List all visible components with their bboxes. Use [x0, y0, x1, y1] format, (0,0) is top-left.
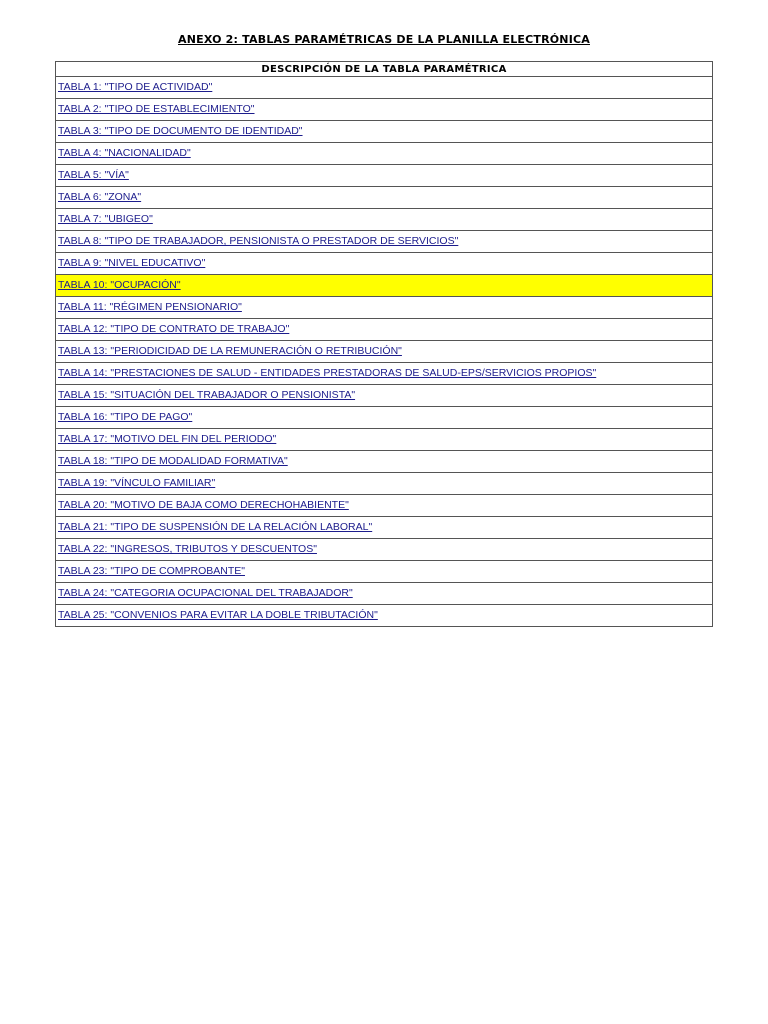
table-cell: [56, 605, 713, 627]
table-cell: [56, 473, 713, 495]
table-link-12[interactable]: TABLA 12: "TIPO DE CONTRATO DE TRABAJO": [58, 323, 290, 335]
table-cell: [56, 517, 713, 539]
table-link-14[interactable]: TABLA 14: "PRESTACIONES DE SALUD - ENTIDADES PRESTADORAS DE SALUD-EPS/SERVICIOS PROPIOS": [58, 367, 597, 379]
table-link-25[interactable]: TABLA 25: "CONVENIOS PARA EVITAR LA DOBLE TRIBUTACIÓN": [58, 609, 378, 621]
table-row[interactable]: [56, 539, 713, 561]
table-cell: [56, 77, 713, 99]
table-cell: [56, 319, 713, 341]
table-row[interactable]: [56, 319, 713, 341]
table-cell: [56, 561, 713, 583]
table-link-16[interactable]: TABLA 16: "TIPO DE PAGO": [58, 411, 193, 423]
table-cell: [56, 143, 713, 165]
table-link-3[interactable]: TABLA 3: "TIPO DE DOCUMENTO DE IDENTIDAD": [58, 125, 303, 137]
table-cell: [56, 495, 713, 517]
table-cell: [56, 407, 713, 429]
table-cell: [56, 341, 713, 363]
table-link-7[interactable]: TABLA 7: "UBIGEO": [58, 213, 153, 225]
table-cell: [56, 385, 713, 407]
table-cell: [56, 121, 713, 143]
table-link-4[interactable]: TABLA 4: "NACIONALIDAD": [58, 147, 191, 159]
table-link-1[interactable]: TABLA 1: "TIPO DE ACTIVIDAD": [58, 81, 213, 93]
table-row[interactable]: [56, 165, 713, 187]
table-link-2[interactable]: TABLA 2: "TIPO DE ESTABLECIMIENTO": [58, 103, 255, 115]
table-cell: [56, 363, 713, 385]
table-row[interactable]: [56, 187, 713, 209]
table-cell: [56, 99, 713, 121]
table-row[interactable]: [56, 473, 713, 495]
table-row[interactable]: [56, 209, 713, 231]
table-row[interactable]: [56, 231, 713, 253]
table-row[interactable]: [56, 385, 713, 407]
table-row[interactable]: [56, 583, 713, 605]
table-row[interactable]: [56, 77, 713, 99]
table-cell: [56, 165, 713, 187]
table-cell: [56, 583, 713, 605]
table-cell: [56, 253, 713, 275]
table-link-22[interactable]: TABLA 22: "INGRESOS, TRIBUTOS Y DESCUENTOS": [58, 543, 317, 555]
table-row[interactable]: [56, 341, 713, 363]
table-row[interactable]: [56, 121, 713, 143]
table-row[interactable]: [56, 429, 713, 451]
table-row[interactable]: [56, 407, 713, 429]
table-row-highlighted[interactable]: [56, 275, 713, 297]
table-row[interactable]: [56, 143, 713, 165]
table-row[interactable]: [56, 451, 713, 473]
parametric-table: [55, 61, 713, 627]
table-cell: [56, 275, 713, 297]
table-link-13[interactable]: TABLA 13: "PERIODICIDAD DE LA REMUNERACIÓN O RETRIBUCIÓN": [58, 345, 402, 357]
table-row[interactable]: [56, 253, 713, 275]
table-link-11[interactable]: TABLA 11: "RÉGIMEN PENSIONARIO": [58, 301, 242, 313]
table-cell: [56, 539, 713, 561]
table-row[interactable]: [56, 561, 713, 583]
table-link-10[interactable]: TABLA 10: "OCUPACIÓN": [58, 279, 181, 291]
table-row[interactable]: [56, 363, 713, 385]
table-link-6[interactable]: TABLA 6: "ZONA": [58, 191, 142, 203]
table-link-20[interactable]: TABLA 20: "MOTIVO DE BAJA COMO DERECHOHABIENTE": [58, 499, 349, 511]
table-cell: [56, 297, 713, 319]
table-cell: [56, 209, 713, 231]
table-link-24[interactable]: TABLA 24: "CATEGORIA OCUPACIONAL DEL TRABAJADOR": [58, 587, 353, 599]
table-link-21[interactable]: TABLA 21: "TIPO DE SUSPENSIÓN DE LA RELACIÓN LABORAL": [58, 521, 373, 533]
table-header: DESCRIPCIÓN DE LA TABLA PARAMÉTRICA: [56, 62, 713, 77]
table-row[interactable]: [56, 517, 713, 539]
table-cell: [56, 451, 713, 473]
table-link-19[interactable]: TABLA 19: "VÍNCULO FAMILIAR": [58, 477, 216, 489]
table-link-18[interactable]: TABLA 18: "TIPO DE MODALIDAD FORMATIVA": [58, 455, 288, 467]
table-cell: [56, 231, 713, 253]
table-link-17[interactable]: TABLA 17: "MOTIVO DEL FIN DEL PERIODO": [58, 433, 277, 445]
table-cell: [56, 429, 713, 451]
table-cell: [56, 187, 713, 209]
table-row[interactable]: [56, 495, 713, 517]
table-row[interactable]: [56, 297, 713, 319]
document-title: ANEXO 2: TABLAS PARAMÉTRICAS DE LA PLANILLA ELECTRÓNICA: [177, 33, 590, 46]
table-row[interactable]: [56, 605, 713, 627]
table-row[interactable]: [56, 99, 713, 121]
table-link-15[interactable]: TABLA 15: "SITUACIÓN DEL TRABAJADOR O PENSIONISTA": [58, 389, 356, 401]
table-link-9[interactable]: TABLA 9: "NIVEL EDUCATIVO": [58, 257, 206, 269]
table-link-8[interactable]: TABLA 8: "TIPO DE TRABAJADOR, PENSIONISTA O PRESTADOR DE SERVICIOS": [58, 235, 459, 247]
table-link-23[interactable]: TABLA 23: "TIPO DE COMPROBANTE": [58, 565, 245, 577]
table-body: [56, 77, 713, 627]
table-header-row: [56, 62, 713, 77]
table-link-5[interactable]: TABLA 5: "VÍA": [58, 169, 129, 181]
